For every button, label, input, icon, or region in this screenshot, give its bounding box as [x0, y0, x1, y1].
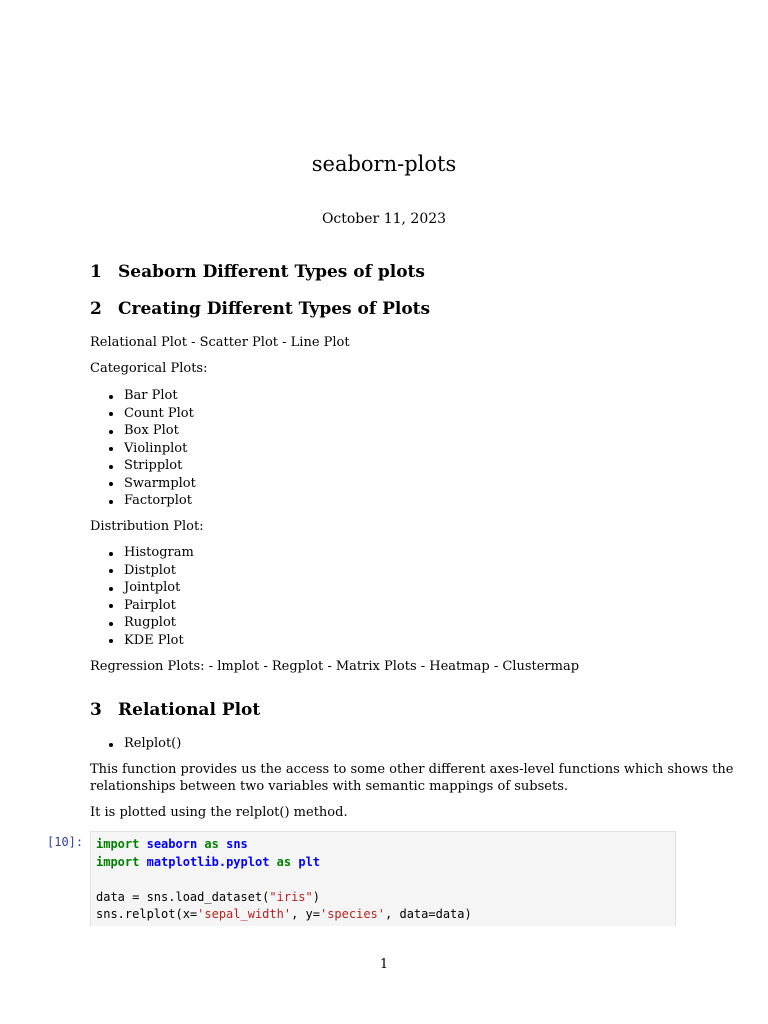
list-item: Violinplot	[106, 440, 196, 458]
document-date: October 11, 2023	[321, 211, 447, 227]
section-number: 2	[90, 299, 102, 319]
description-line-1: This function provides us the access to some other different axes-level functions which shows the	[90, 762, 734, 777]
section-number: 3	[90, 700, 102, 720]
code-line-2: import matplotlib.pyplot as plt	[96, 854, 321, 869]
section-number: 1	[90, 262, 102, 282]
list-item: Jointplot	[106, 579, 194, 597]
list-item: Histogram	[106, 544, 194, 562]
section-heading-1	[90, 262, 425, 282]
categorical-label: Categorical Plots:	[90, 361, 208, 376]
list-item: Rugplot	[106, 614, 194, 632]
document-title: seaborn-plots	[311, 152, 457, 176]
list-item: Factorplot	[106, 492, 196, 510]
section-title: Creating Different Types of Plots	[118, 299, 431, 319]
section-title: Seaborn Different Types of plots	[118, 262, 425, 282]
code-line-1: import seaborn as sns	[96, 837, 248, 851]
relational-intro: Relational Plot - Scatter Plot - Line Plot	[90, 335, 350, 350]
relational-list	[106, 735, 181, 753]
list-item: Bar Plot	[106, 387, 196, 405]
categorical-list	[106, 387, 196, 510]
page-number: 1	[379, 957, 389, 972]
section-title: Relational Plot	[118, 700, 261, 720]
distribution-list	[106, 544, 194, 649]
list-item: Distplot	[106, 562, 194, 580]
cell-prompt: [10]:	[47, 835, 84, 849]
list-item: Count Plot	[106, 405, 196, 423]
list-item: KDE Plot	[106, 632, 194, 650]
description-line-2: relationships between two variables with semantic mappings of subsets.	[90, 779, 569, 794]
list-item: Box Plot	[106, 422, 196, 440]
regression-text: Regression Plots: - lmplot - Regplot - Matrix Plots - Heatmap - Clustermap	[90, 659, 580, 674]
list-item: Relplot()	[106, 735, 181, 753]
code-line-4: sns.relplot(x='sepal_width', y='species', data=data)	[96, 907, 472, 921]
distribution-label: Distribution Plot:	[90, 519, 204, 534]
section-heading-2	[90, 299, 430, 319]
section-heading-3	[90, 700, 260, 720]
list-item: Stripplot	[106, 457, 196, 475]
code-block	[91, 832, 675, 928]
list-item: Swarmplot	[106, 475, 196, 493]
list-item: Pairplot	[106, 597, 194, 615]
code-line-3: data = sns.load_dataset("iris")	[96, 889, 320, 904]
plotted-text: It is plotted using the relplot() method.	[90, 805, 348, 820]
code-cell[interactable]	[90, 831, 676, 926]
